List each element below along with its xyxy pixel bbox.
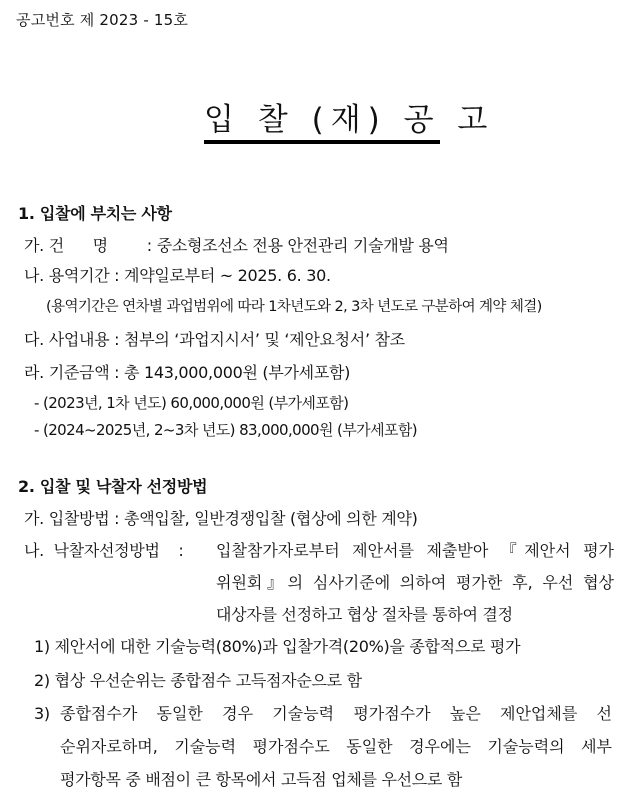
item-label: 나. 용역기간 — [24, 266, 110, 285]
item-sep: : — [114, 509, 120, 528]
numbered-item-3-line-3: 평가항목 중 배점이 큰 항목에서 고득점 업체를 우선으로 함 — [60, 770, 463, 789]
amount-year-1: - (2023년, 1차 년도) 60,000,000원 (부가세포함) — [34, 394, 349, 412]
item-number: 1) — [34, 637, 50, 656]
doc-number: 공고번호 제 2023 - 15호 — [16, 11, 189, 29]
amount-year-2-3: - (2024~2025년, 2~3차 년도) 83,000,000원 (부가세포함) — [34, 421, 417, 439]
item-value: 계약일로부터 ~ 2025. 6. 30. — [124, 266, 331, 285]
item-value: 총액입찰, 일반경쟁입찰 (협상에 의한 계약) — [124, 509, 418, 528]
item-base-amount — [24, 363, 350, 383]
item-text: 협상 우선순위는 종합점수 고득점자순으로 함 — [54, 671, 362, 690]
item-project-name — [24, 236, 449, 256]
numbered-item-3-line-1: 종합점수가 동일한 경우 기술능력 평가점수가 높은 제안업체를 선 — [60, 704, 612, 723]
item-label: 라. 기준금액 — [24, 363, 110, 382]
numbered-item-3-number: 3) — [34, 704, 50, 723]
numbered-item-3-line-2: 순위자로하며, 기술능력 평가점수도 동일한 경우에는 기술능력의 세부 — [60, 737, 612, 756]
section-1-heading: 1. 입찰에 부치는 사항 — [18, 204, 172, 223]
item-text: 제안서에 대한 기술능력(80%)과 입찰가격(20%)을 종합적으로 평가 — [54, 637, 521, 656]
item-value: 중소형조선소 전용 안전관리 기술개발 용역 — [156, 236, 449, 255]
item-business-content — [24, 330, 405, 350]
item-bid-method — [24, 509, 418, 529]
item-sep: : — [114, 330, 120, 349]
page-title: 입 찰 (재) 공 고 — [204, 100, 440, 144]
selection-method-line-1: 입찰참가자로부터 제안서를 제출받아 『제안서 평가 — [216, 541, 614, 560]
item-sep: : — [178, 541, 184, 560]
numbered-item-1 — [34, 637, 520, 657]
section-2-heading: 2. 입찰 및 낙찰자 선정방법 — [18, 477, 208, 496]
item-label: 가. 건 명 — [24, 236, 108, 255]
item-label: 가. 입찰방법 — [24, 509, 110, 528]
item-sep: : — [146, 236, 152, 255]
item-value: 첨부의 ‘과업지시서’ 및 ‘제안요청서’ 참조 — [124, 330, 405, 349]
selection-method-line-3: 대상자를 선정하고 협상 절차를 통하여 결정 — [216, 605, 513, 624]
item-sep: : — [114, 266, 120, 285]
item-number: 2) — [34, 671, 50, 690]
service-period-note: (용역기간은 연차별 과업범위에 따라 1차년도와 2, 3차 년도로 구분하여 계약 체결) — [46, 299, 542, 315]
item-service-period — [24, 266, 331, 286]
selection-method-line-2: 위원회』의 심사기준에 의하여 평가한 후, 우선 협상 — [216, 573, 614, 592]
item-label: 다. 사업내용 — [24, 330, 110, 349]
item-label: 나. 낙찰자선정방법 — [24, 541, 160, 560]
item-selection-method-label — [24, 541, 184, 561]
item-value: 총 143,000,000원 (부가세포함) — [124, 363, 351, 382]
item-sep: : — [114, 363, 120, 382]
numbered-item-2 — [34, 671, 362, 691]
